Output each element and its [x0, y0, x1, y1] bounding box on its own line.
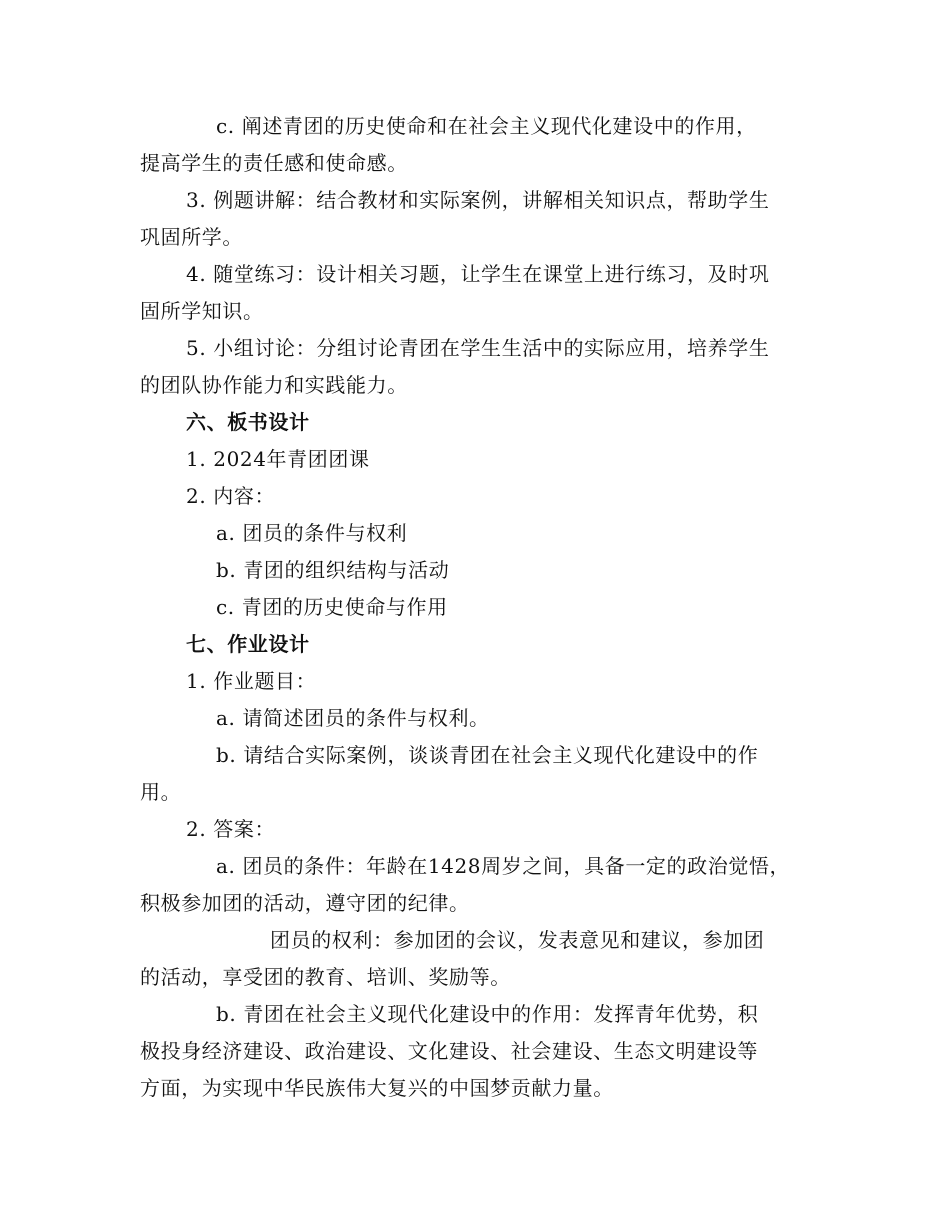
sub-list-item: a. 团员的条件：年龄在1428周岁之间，具备一定的政治觉悟， [216, 854, 791, 878]
list-item-5: 5. 小组讨论：分组讨论青团在学生生活中的实际应用，培养学生 [186, 336, 770, 360]
sub-list-item: b. 青团在社会主义现代化建设中的作用：发挥青年优势，积 [216, 1002, 759, 1026]
text-line: 极投身经济建设、政治建设、文化建设、社会建设、生态文明建设等 [140, 1039, 758, 1063]
sub-list-item: b. 青团的组织结构与活动 [216, 558, 450, 582]
list-item: 2. 内容： [186, 484, 276, 508]
list-item: 2. 答案： [186, 817, 276, 841]
section-heading-board-design: 六、板书设计 [186, 410, 310, 434]
section-heading-homework: 七、作业设计 [186, 632, 310, 656]
text-line: 用。 [140, 780, 182, 804]
sub-list-item: a. 团员的条件与权利 [216, 521, 408, 545]
text-line: 提高学生的责任感和使命感。 [140, 151, 408, 175]
list-item: 1. 作业题目： [186, 669, 317, 693]
text-line: 方面，为实现中华民族伟大复兴的中国梦贡献力量。 [140, 1076, 614, 1100]
sub-list-item: a. 请简述团员的条件与权利。 [216, 706, 490, 730]
text-line: 的活动，享受团的教育、培训、奖励等。 [140, 965, 511, 989]
list-item-3: 3. 例题讲解：结合教材和实际案例，讲解相关知识点，帮助学生 [186, 188, 770, 212]
sub-list-item: b. 请结合实际案例，谈谈青团在社会主义现代化建设中的作 [216, 743, 759, 767]
sub-list-item: c. 青团的历史使命与作用 [216, 595, 448, 619]
text-line: c. 阐述青团的历史使命和在社会主义现代化建设中的作用， [216, 114, 757, 138]
text-line: 团员的权利：参加团的会议，发表意见和建议，参加团 [270, 928, 765, 952]
text-line: 的团队协作能力和实践能力。 [140, 373, 408, 397]
text-line: 积极参加团的活动，遵守团的纪律。 [140, 891, 470, 915]
text-line: 巩固所学。 [140, 225, 243, 249]
list-item-4: 4. 随堂练习：设计相关习题，让学生在课堂上进行练习，及时巩 [186, 262, 770, 286]
list-item: 1. 2024年青团团课 [186, 447, 370, 471]
text-line: 固所学知识。 [140, 299, 264, 323]
